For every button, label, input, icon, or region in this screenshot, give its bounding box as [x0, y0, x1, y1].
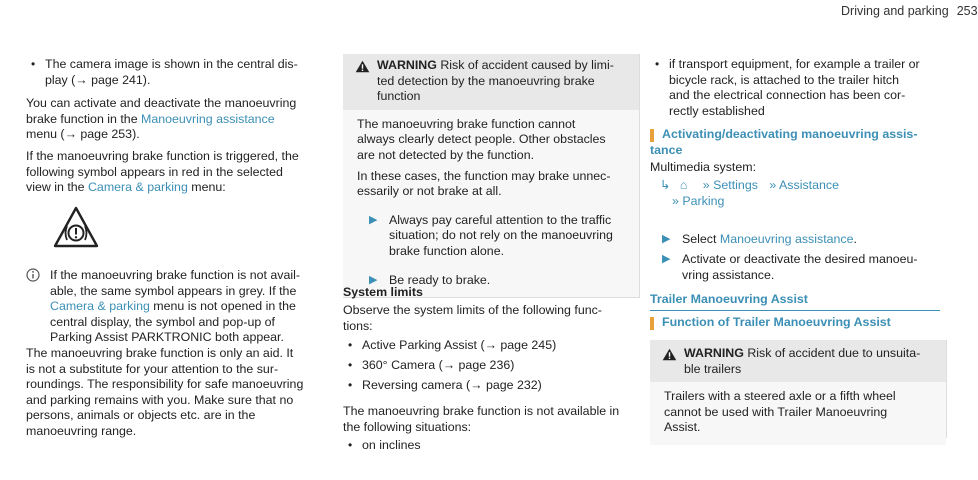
heading-marker [650, 317, 654, 330]
action-step: ▶ Be ready to brake. [369, 272, 491, 287]
heading-marker [650, 129, 654, 142]
path-start-icon: ↳ [660, 178, 671, 192]
chevron-right-icon: » [769, 178, 777, 192]
paragraph: You can activate and deactivate the manoeuvring brake function in the Manoeuvring assistance menu (→ page 253). [26, 96, 297, 142]
warning-header: WARNING Risk of accident due to unsuita- ble trailers [650, 340, 946, 382]
warning-box [650, 340, 947, 438]
menu-path [660, 178, 946, 209]
menu-link-manoeuvring-assistance[interactable]: Manoeuvring assistance [141, 111, 275, 126]
chevron-right-icon: » [672, 193, 679, 208]
list-item: • Active Parking Assist (→ page 245) [348, 338, 557, 352]
path-item-settings[interactable]: Settings [713, 178, 758, 192]
warning-box [343, 54, 640, 298]
menu-link-camera-parking[interactable]: Camera & parking [50, 299, 150, 314]
path-item-assistance[interactable]: Assistance [779, 178, 839, 192]
paragraph: Observe the system limits of the following func- tions: [343, 303, 602, 333]
list-item: • The camera image is shown in the central dis- play (→ page 241). [31, 57, 298, 87]
page-number: 253 [956, 4, 978, 18]
home-icon[interactable]: ⌂ [679, 178, 688, 192]
brake-warning-icon [52, 205, 100, 254]
warning-body: The manoeuvring brake function cannot always clearly detect people. Other obstacles are not detected by the function. In these cases, the function may brake unnec- essarily or not brake at all. ▶ Always pay careful attention to the traffic situation; do not rely on the manoeuvring brake function alone. ▶ Be ready to brake. [343, 110, 639, 297]
section-title: Driving and parking [841, 4, 949, 18]
subsection-heading-activating: Activating/deactivating manoeuvring assis- tance [650, 127, 918, 157]
path-item-parking[interactable]: Parking [682, 193, 725, 208]
list-item: • Reversing camera (→ page 232) [348, 378, 542, 392]
warning-label: WARNING [684, 346, 744, 360]
bullet-icon: • [348, 358, 353, 372]
play-arrow-icon: ▶ [662, 233, 671, 245]
action-step: ▶ Activate or deactivate the desired manoeu- vring assistance. [662, 252, 918, 282]
paragraph: If the manoeuvring brake function is triggered, the following symbol appears in red in the selected view in the Camera & parking menu: [26, 149, 299, 195]
paragraph: The manoeuvring brake function is only an aid. It is not a substitute for your attention to the sur- roundings. The responsibility for safe manoeuvring and parking remains with you. Make sure that no persons, animals or objects etc. are in the manoeuvring range. [26, 346, 304, 438]
section-heading-trailer: Trailer Manoeuvring Assist [650, 292, 940, 311]
play-arrow-icon: ▶ [662, 253, 671, 265]
bullet-icon: • [348, 378, 353, 392]
section-heading-system-limits: System limits [343, 285, 423, 299]
warning-label: WARNING [377, 58, 437, 72]
list-item: • 360° Camera (→ page 236) [348, 358, 515, 372]
warning-triangle-icon [662, 348, 677, 366]
list-item: • on inclines [348, 438, 421, 452]
warning-triangle-icon [355, 60, 370, 78]
bullet-icon: • [655, 57, 660, 71]
multimedia-label: Multimedia system: [650, 160, 757, 174]
bullet-icon: • [348, 438, 353, 452]
play-arrow-icon: ▶ [369, 213, 378, 226]
bullet-icon: • [31, 57, 36, 71]
bullet-icon: • [348, 338, 353, 352]
warning-header: WARNING Risk of accident caused by limi- ted detection by the manoeuvring brake function [343, 54, 639, 110]
action-step: ▶ Select Manoeuvring assistance. [662, 232, 857, 246]
play-arrow-icon: ▶ [369, 273, 378, 286]
paragraph: The manoeuvring brake function is not available in the following situations: [343, 404, 620, 434]
subsection-heading-function: Function of Trailer Manoeuvring Assist [650, 315, 952, 331]
menu-link-manoeuvring-assistance[interactable]: Manoeuvring assistance [719, 232, 854, 246]
action-step: ▶ Always pay careful attention to the traffic situation; do not rely on the manoeuvring brake function alone. [369, 212, 613, 258]
note-block: If the manoeuvring brake function is not avail- able, the same symbol appears in grey. If the Camera & parking menu is not opened in the central display, the symbol and pop-up of Parking Assist PARKTRONIC both appear. [26, 268, 322, 346]
list-item: • if transport equipment, for example a trailer or bicycle rack, is attached to the trailer hitch and the electrical connection has been cor- rectly established [655, 57, 920, 118]
menu-link-camera-parking[interactable]: Camera & parking [87, 180, 188, 195]
chevron-right-icon: » [702, 178, 710, 192]
warning-body: Trailers with a steered axle or a fifth wheel cannot be used with Trailer Manoeuvring Assist. [650, 382, 946, 445]
info-icon [26, 268, 40, 287]
page-header [841, 4, 978, 20]
